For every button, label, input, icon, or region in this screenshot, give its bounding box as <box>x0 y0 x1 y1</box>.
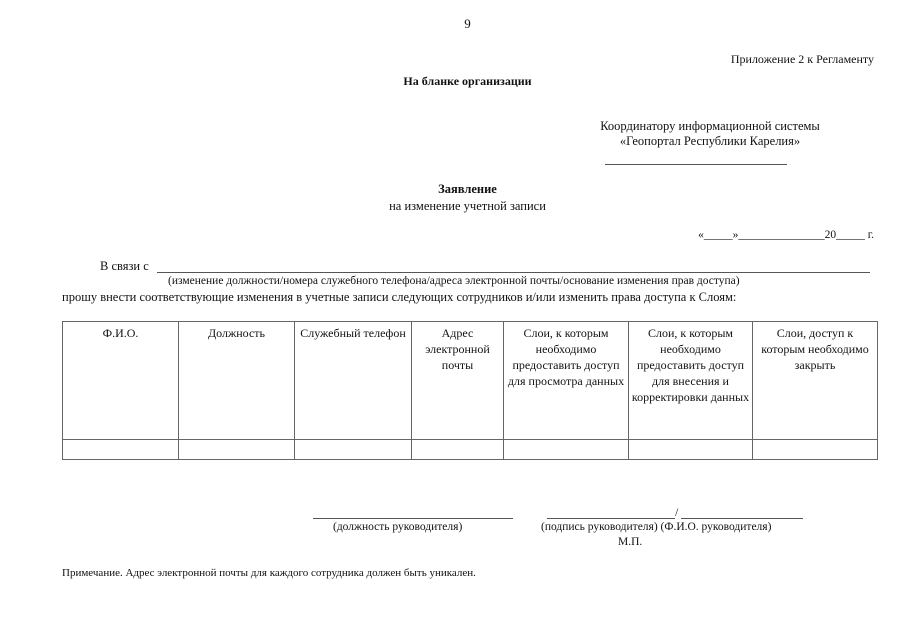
header-email: Адрес электронной почты <box>412 322 504 440</box>
table-cell <box>629 440 753 460</box>
fio-signature-line <box>681 518 803 519</box>
footnote: Примечание. Адрес электронной почты для каждого сотрудника должен быть уникален. <box>62 567 476 579</box>
table-cell <box>504 440 629 460</box>
reason-underline <box>157 272 870 273</box>
date-field: «_____»_______________20_____ г. <box>698 229 874 241</box>
table-cell <box>179 440 295 460</box>
letterhead-note: На бланке организации <box>403 74 532 88</box>
table-cell <box>412 440 504 460</box>
addressee-line-2: «Геопортал Республики Карелия» <box>619 134 801 148</box>
appendix-label: Приложение 2 к Регламенту <box>730 52 874 66</box>
signature-caption: (подпись руководителя) (Ф.И.О. руководителя) <box>541 521 772 533</box>
header-phone: Служебный телефон <box>295 322 412 440</box>
stamp-label: М.П. <box>618 536 643 548</box>
addressee-underline <box>605 164 787 165</box>
table-header-row <box>63 322 878 440</box>
reason-label: В связи с <box>100 259 149 273</box>
header-layers-view: Слои, к которым необходимо предоставить доступ для просмотра данных <box>504 322 629 440</box>
table-cell <box>63 440 179 460</box>
header-position: Должность <box>179 322 295 440</box>
table-row <box>63 440 878 460</box>
page-number: 9 <box>464 16 471 31</box>
table-cell <box>753 440 878 460</box>
request-text: прошу внести соответствующие изменения в учетные записи следующих сотрудников и/или изменить права доступа к Слоям: <box>62 290 737 304</box>
addressee-line-1: Координатору информационной системы <box>600 119 820 133</box>
position-signature-line <box>313 518 513 519</box>
header-fio: Ф.И.О. <box>63 322 179 440</box>
staff-table <box>62 321 878 460</box>
signature-separator: / <box>675 505 679 519</box>
table-cell <box>295 440 412 460</box>
header-layers-edit: Слои, к которым необходимо предоставить доступ для внесения и корректировки данных <box>629 322 753 440</box>
document-subtitle: на изменение учетной записи <box>389 199 546 213</box>
header-layers-close: Слои, доступ к которым необходимо закрыть <box>753 322 878 440</box>
document-title: Заявление <box>438 182 497 196</box>
position-caption: (должность руководителя) <box>333 521 463 533</box>
signature-line <box>547 518 675 519</box>
reason-hint: (изменение должности/номера служебного телефона/адреса электронной почты/основание изменения прав доступа) <box>168 275 740 287</box>
